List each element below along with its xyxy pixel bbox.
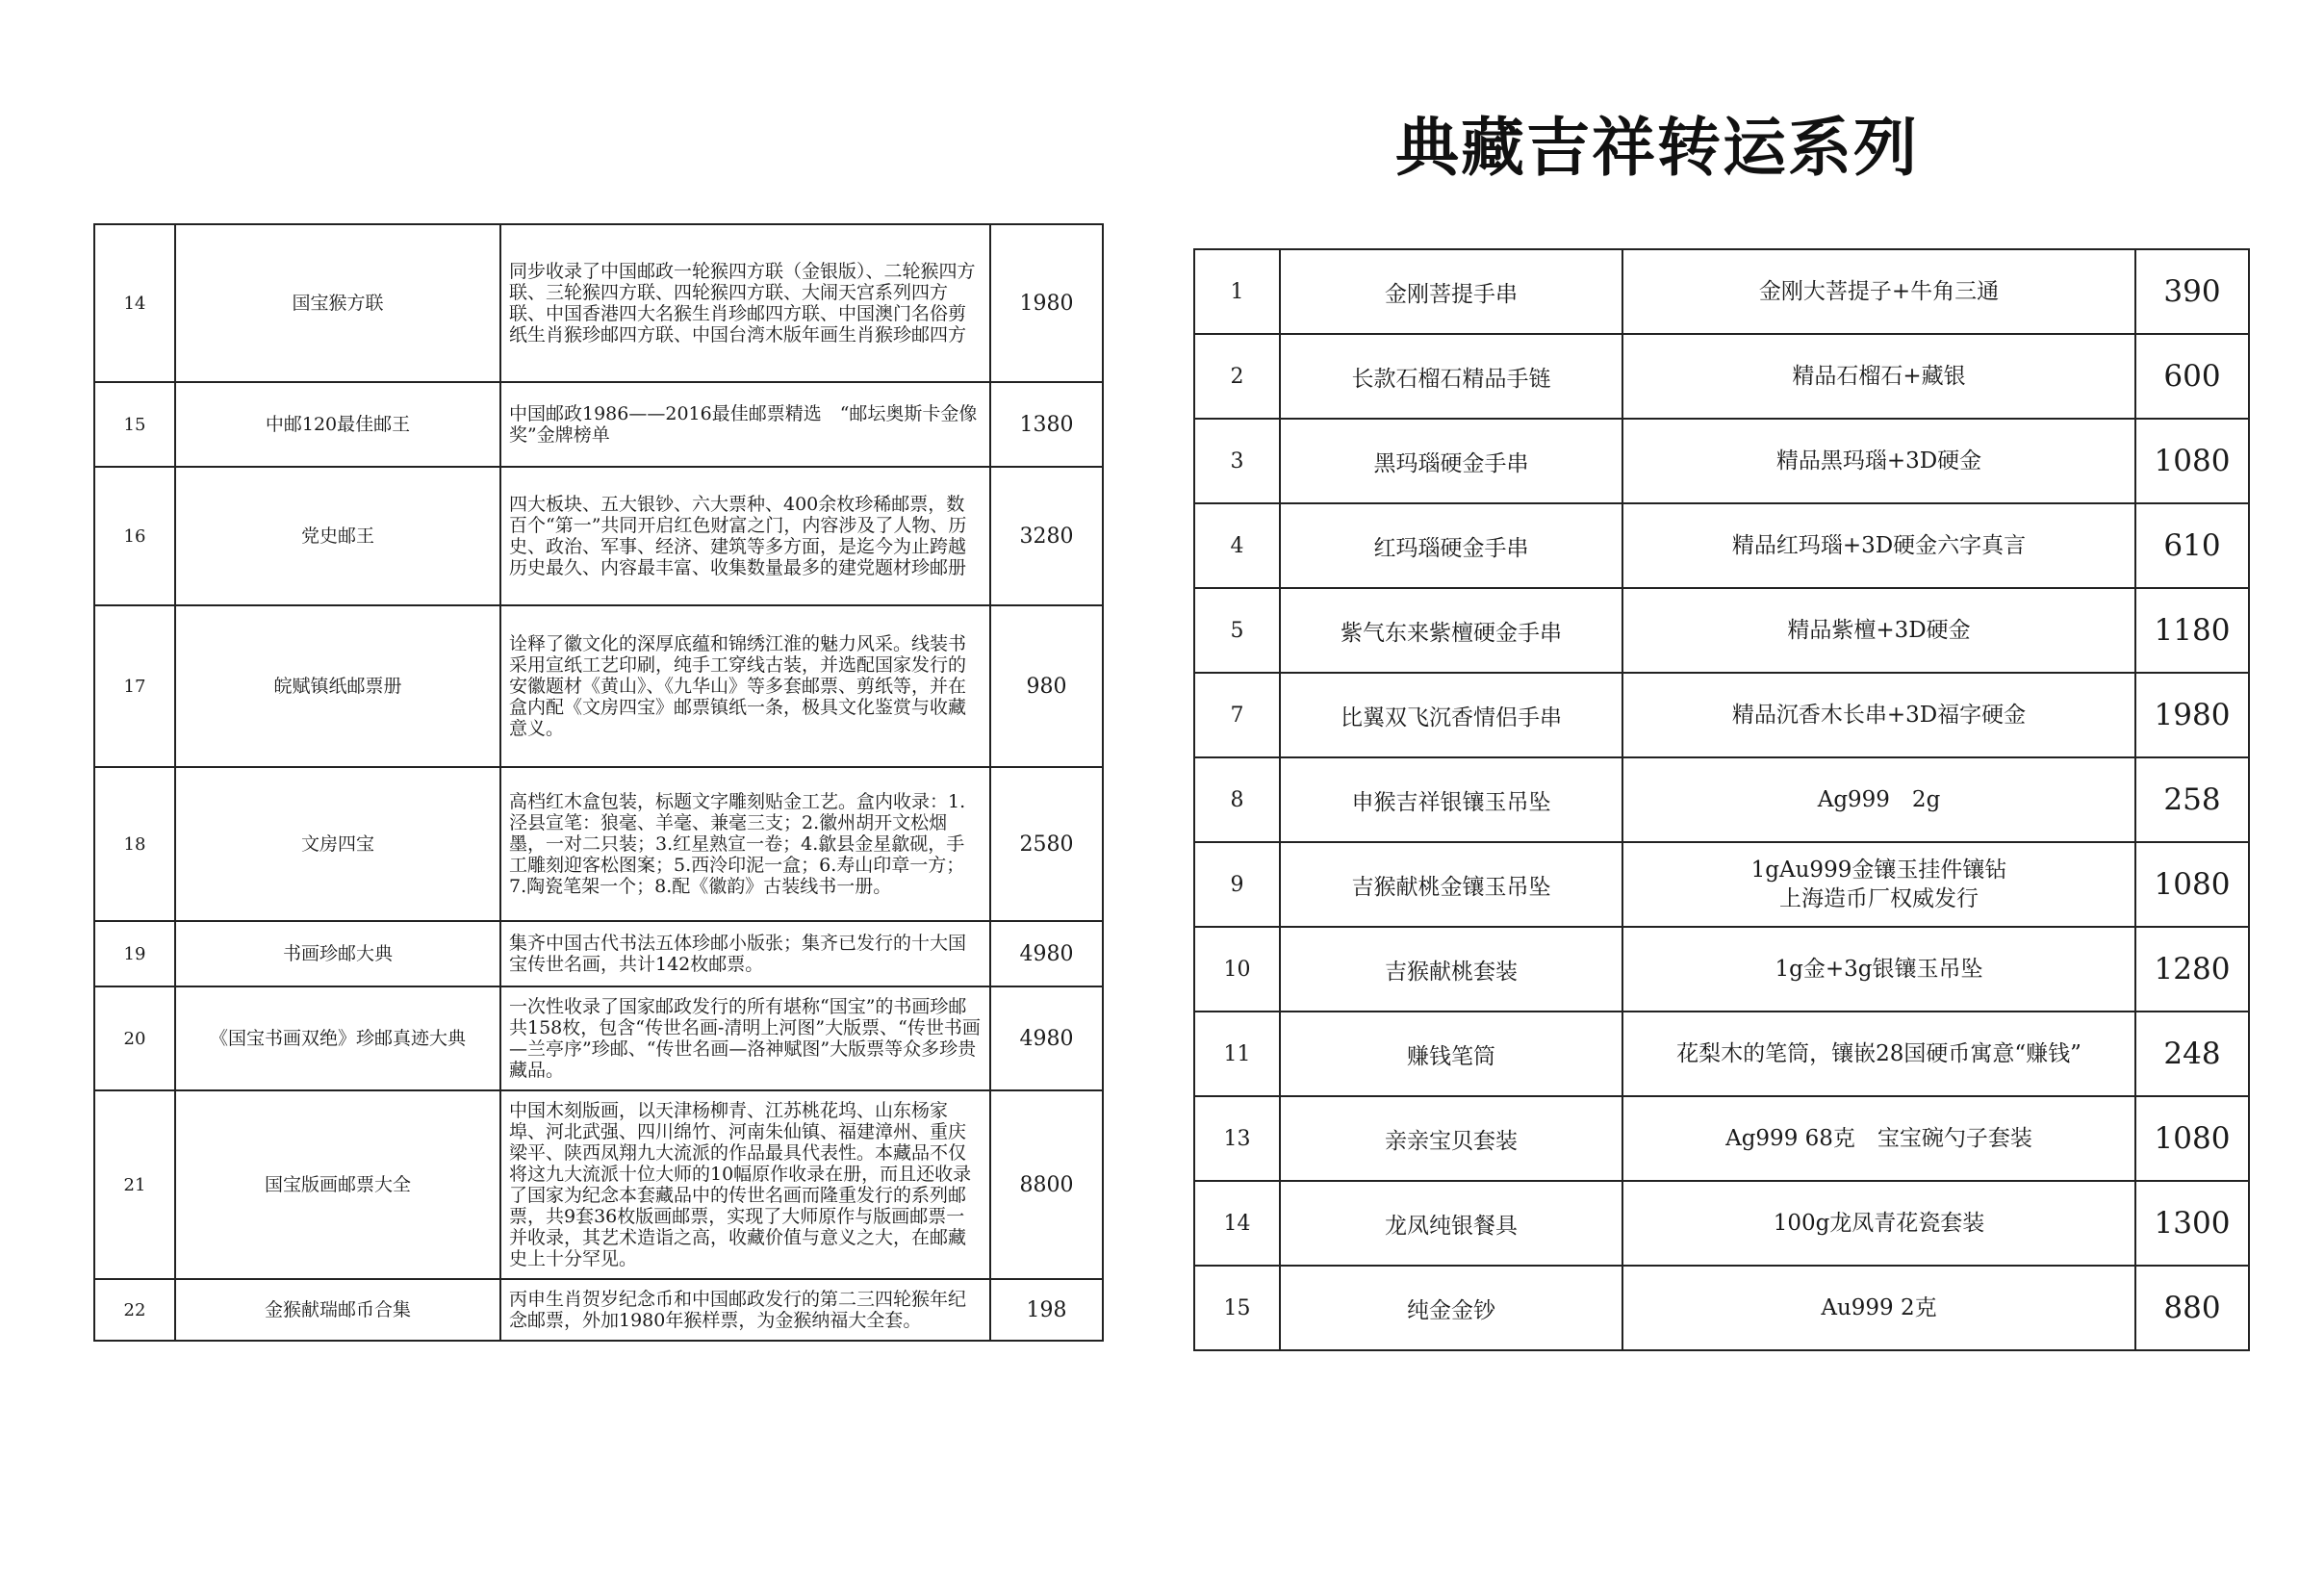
item-price: 2580 bbox=[990, 767, 1103, 921]
item-price: 248 bbox=[2135, 1012, 2249, 1096]
item-description-text: 集齐中国古代书法五体珍邮小版张；集齐已发行的十大国宝传世名画，共计142枚邮票。 bbox=[509, 933, 967, 975]
item-spec-line: 精品沉香木长串+3D福字硬金 bbox=[1731, 703, 2027, 728]
table-row bbox=[1194, 1181, 2249, 1266]
row-number: 13 bbox=[1194, 1096, 1280, 1181]
row-number: 4 bbox=[1194, 503, 1280, 588]
item-price: 1080 bbox=[2135, 1096, 2249, 1181]
item-description bbox=[500, 1090, 990, 1279]
item-name: 亲亲宝贝套装 bbox=[1280, 1096, 1622, 1181]
item-description-text: 中国邮政1986——2016最佳邮票精选 “邮坛奥斯卡金像奖”金牌榜单 bbox=[509, 403, 978, 446]
item-spec-line: Ag999 2g bbox=[1817, 787, 1941, 812]
table-row bbox=[1194, 1266, 2249, 1350]
table-row bbox=[94, 382, 1103, 467]
table-row bbox=[94, 1090, 1103, 1279]
table-row bbox=[1194, 842, 2249, 927]
row-number: 15 bbox=[94, 382, 175, 467]
item-name: 金猴献瑞邮币合集 bbox=[175, 1279, 500, 1341]
item-spec bbox=[1622, 842, 2135, 927]
item-price: 1080 bbox=[2135, 419, 2249, 503]
item-price: 1180 bbox=[2135, 588, 2249, 673]
item-description bbox=[500, 767, 990, 921]
item-spec bbox=[1622, 334, 2135, 419]
item-spec bbox=[1622, 588, 2135, 673]
item-description-text: 四大板块、五大银钞、六大票种、400余枚珍稀邮票，数百个“第一”共同开启红色财富之门，内容涉及了人物、历史、政治、军事、经济、建筑等多方面，是迄今为止跨越历史最久、内容最丰富、收集数量最多的建党题材珍邮册 bbox=[509, 494, 967, 578]
row-number: 3 bbox=[1194, 419, 1280, 503]
item-price: 1280 bbox=[2135, 927, 2249, 1012]
item-spec bbox=[1622, 503, 2135, 588]
item-price: 600 bbox=[2135, 334, 2249, 419]
item-name: 红玛瑙硬金手串 bbox=[1280, 503, 1622, 588]
page-title: 典藏吉祥转运系列 bbox=[1395, 111, 1919, 185]
item-spec-line: 100g龙凤青花瓷套装 bbox=[1773, 1211, 1985, 1236]
row-number: 7 bbox=[1194, 673, 1280, 757]
row-number: 17 bbox=[94, 605, 175, 767]
item-description-text: 诠释了徽文化的深厚底蕴和锦绣江淮的魅力风采。线装书采用宣纸工艺印刷，纯手工穿线古装，并选配国家发行的安徽题材《黄山》、《九华山》等多套邮票、剪纸等，并在盒内配《文房四宝》邮票镇纸一条，极具文化鉴赏与收藏意义。 bbox=[509, 633, 967, 739]
table-row bbox=[94, 224, 1103, 382]
table-row bbox=[94, 986, 1103, 1090]
table-row bbox=[94, 467, 1103, 605]
item-name: 吉猴献桃套装 bbox=[1280, 927, 1622, 1012]
item-spec-line: 精品石榴石+藏银 bbox=[1792, 364, 1966, 389]
item-name: 文房四宝 bbox=[175, 767, 500, 921]
jewelry-collection-table bbox=[1193, 248, 2250, 1351]
item-spec-line: 精品紫檀+3D硬金 bbox=[1787, 618, 1971, 643]
item-name: 黑玛瑙硬金手串 bbox=[1280, 419, 1622, 503]
item-name: 书画珍邮大典 bbox=[175, 921, 500, 986]
item-price: 1080 bbox=[2135, 842, 2249, 927]
item-spec bbox=[1622, 419, 2135, 503]
item-spec-line: 1g金+3g银镶玉吊坠 bbox=[1775, 957, 1983, 982]
table-row bbox=[1194, 419, 2249, 503]
row-number: 16 bbox=[94, 467, 175, 605]
item-description bbox=[500, 986, 990, 1090]
item-spec-line: 精品黑玛瑙+3D硬金 bbox=[1775, 448, 1982, 474]
item-name: 《国宝书画双绝》珍邮真迹大典 bbox=[175, 986, 500, 1090]
item-spec bbox=[1622, 927, 2135, 1012]
item-price: 4980 bbox=[990, 986, 1103, 1090]
item-price: 8800 bbox=[990, 1090, 1103, 1279]
item-name: 比翼双飞沉香情侣手串 bbox=[1280, 673, 1622, 757]
item-description bbox=[500, 224, 990, 382]
table-row bbox=[1194, 673, 2249, 757]
table-row bbox=[94, 1279, 1103, 1341]
item-name: 国宝版画邮票大全 bbox=[175, 1090, 500, 1279]
table-row bbox=[1194, 334, 2249, 419]
table-row bbox=[1194, 1096, 2249, 1181]
item-spec-line: 花梨木的笔筒，镶嵌28国硬币寓意“赚钱” bbox=[1676, 1041, 2081, 1066]
item-name: 中邮120最佳邮王 bbox=[175, 382, 500, 467]
table-row bbox=[1194, 927, 2249, 1012]
row-number: 18 bbox=[94, 767, 175, 921]
item-name: 紫气东来紫檀硬金手串 bbox=[1280, 588, 1622, 673]
item-name: 国宝猴方联 bbox=[175, 224, 500, 382]
item-spec bbox=[1622, 249, 2135, 334]
item-name: 龙凤纯银餐具 bbox=[1280, 1181, 1622, 1266]
item-spec bbox=[1622, 1181, 2135, 1266]
row-number: 11 bbox=[1194, 1012, 1280, 1096]
item-price: 198 bbox=[990, 1279, 1103, 1341]
item-price: 980 bbox=[990, 605, 1103, 767]
row-number: 14 bbox=[94, 224, 175, 382]
item-name: 皖赋镇纸邮票册 bbox=[175, 605, 500, 767]
item-price: 880 bbox=[2135, 1266, 2249, 1350]
item-description-text: 丙申生肖贺岁纪念币和中国邮政发行的第二三四轮猴年纪念邮票，外加1980年猴样票，为金猴纳福大全套。 bbox=[509, 1289, 967, 1331]
stamp-collection-table bbox=[93, 223, 1104, 1342]
item-description-text: 同步收录了中国邮政一轮猴四方联（金银版）、二轮猴四方联、三轮猴四方联、四轮猴四方联、大闹天宫系列四方联、中国香港四大名猴生肖珍邮四方联、中国澳门名俗剪纸生肖猴珍邮四方联、中国台湾木版年画生肖猴珍邮四方 bbox=[509, 261, 976, 346]
item-price: 610 bbox=[2135, 503, 2249, 588]
table-row bbox=[1194, 1012, 2249, 1096]
table-row bbox=[94, 921, 1103, 986]
table-row bbox=[1194, 588, 2249, 673]
item-price: 1980 bbox=[990, 224, 1103, 382]
item-name: 赚钱笔筒 bbox=[1280, 1012, 1622, 1096]
row-number: 20 bbox=[94, 986, 175, 1090]
table-row bbox=[94, 767, 1103, 921]
row-number: 10 bbox=[1194, 927, 1280, 1012]
table-row bbox=[94, 605, 1103, 767]
row-number: 8 bbox=[1194, 757, 1280, 842]
item-description-text: 高档红木盒包装，标题文字雕刻贴金工艺。盒内收录：1.泾县宣笔：狼毫、羊毫、兼毫三支；2.徽州胡开文松烟墨，一对二只装；3.红星熟宣一卷；4.歙县金星歙砚，手工雕刻迎客松图案；5.西泠印泥一盒；6.寿山印章一方；7.陶瓷笔架一个；8.配《徽韵》古装线书一册。 bbox=[509, 791, 966, 897]
item-spec-line: 1gAu999金镶玉挂件镶钻 bbox=[1750, 858, 2007, 883]
item-description-text: 一次性收录了国家邮政发行的所有堪称“国宝”的书画珍邮共158枚，包含“传世名画-清明上河图”大版票、“传世书画—兰亭序”珍邮、“传世名画—洛神赋图”大版票等众多珍贵藏品。 bbox=[509, 996, 981, 1081]
item-price: 4980 bbox=[990, 921, 1103, 986]
item-name: 长款石榴石精品手链 bbox=[1280, 334, 1622, 419]
item-price: 258 bbox=[2135, 757, 2249, 842]
item-price: 390 bbox=[2135, 249, 2249, 334]
item-spec-line: Au999 2克 bbox=[1821, 1295, 1937, 1320]
item-spec bbox=[1622, 1096, 2135, 1181]
row-number: 15 bbox=[1194, 1266, 1280, 1350]
item-spec bbox=[1622, 673, 2135, 757]
item-description-text: 中国木刻版画，以天津杨柳青、江苏桃花坞、山东杨家埠、河北武强、四川绵竹、河南朱仙镇、福建漳州、重庆梁平、陕西凤翔九大流派的作品最具代表性。本藏品不仅将这九大流派十位大师的10幅原作收录在册，而且还收录了国家为纪念本套藏品中的传世名画而隆重发行的系列邮票，共9套36枚版画邮票，实现了大师原作与版画邮票一并收录，其艺术造诣之高，收藏价值与意义之大，在邮藏史上十分罕见。 bbox=[509, 1100, 972, 1269]
row-number: 14 bbox=[1194, 1181, 1280, 1266]
item-name: 吉猴献桃金镶玉吊坠 bbox=[1280, 842, 1622, 927]
row-number: 1 bbox=[1194, 249, 1280, 334]
item-description bbox=[500, 921, 990, 986]
item-name: 金刚菩提手串 bbox=[1280, 249, 1622, 334]
table-row bbox=[1194, 503, 2249, 588]
row-number: 9 bbox=[1194, 842, 1280, 927]
table-row bbox=[1194, 249, 2249, 334]
item-price: 3280 bbox=[990, 467, 1103, 605]
item-description bbox=[500, 605, 990, 767]
row-number: 22 bbox=[94, 1279, 175, 1341]
item-description bbox=[500, 1279, 990, 1341]
item-description bbox=[500, 467, 990, 605]
row-number: 21 bbox=[94, 1090, 175, 1279]
item-name: 申猴吉祥银镶玉吊坠 bbox=[1280, 757, 1622, 842]
item-spec-line: 精品红玛瑙+3D硬金六字真言 bbox=[1731, 533, 2027, 558]
item-spec bbox=[1622, 757, 2135, 842]
table-row bbox=[1194, 757, 2249, 842]
item-spec bbox=[1622, 1012, 2135, 1096]
row-number: 5 bbox=[1194, 588, 1280, 673]
item-spec-line: Ag999 68克 宝宝碗勺子套装 bbox=[1725, 1126, 2032, 1151]
row-number: 2 bbox=[1194, 334, 1280, 419]
item-spec-line: 金刚大菩提子+牛角三通 bbox=[1758, 279, 2000, 304]
item-name: 纯金金钞 bbox=[1280, 1266, 1622, 1350]
row-number: 19 bbox=[94, 921, 175, 986]
item-spec-line-2: 上海造币厂权威发行 bbox=[1779, 886, 1979, 911]
item-description bbox=[500, 382, 990, 467]
item-name: 党史邮王 bbox=[175, 467, 500, 605]
item-spec bbox=[1622, 1266, 2135, 1350]
item-price: 1300 bbox=[2135, 1181, 2249, 1266]
item-price: 1380 bbox=[990, 382, 1103, 467]
item-price: 1980 bbox=[2135, 673, 2249, 757]
